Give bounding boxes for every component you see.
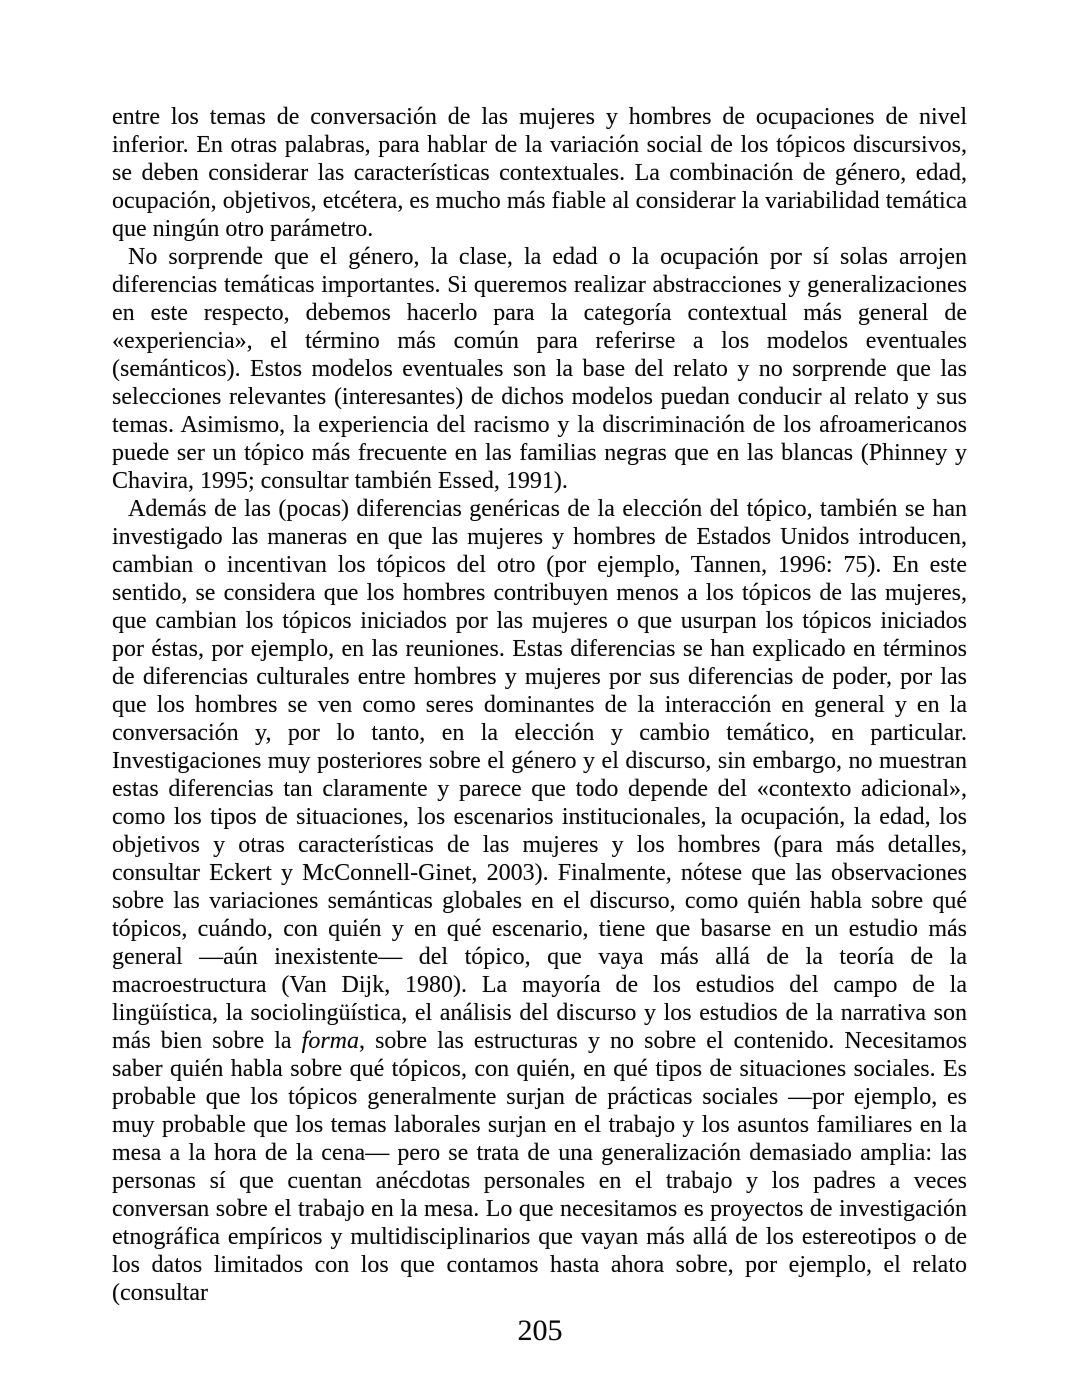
- paragraph-3: [112, 495, 967, 1307]
- paragraph-2: No sorprende que el género, la clase, la edad o la ocupación por sí solas arrojen diferencias temáticas importantes. Si queremos realizar abstracciones y generalizaciones en este respecto, debemos hacerlo para la categoría contextual más general de «experiencia», el término más común para referirse a los modelos eventuales (semánticos). Estos modelos eventuales son la base del relato y no sorprende que las selecciones relevantes (interesantes) de dichos modelos puedan conducir al relato y sus temas. Asimismo, la experiencia del racismo y la discriminación de los afroamericanos puede ser un tópico más frecuente en las familias negras que en las blancas (Phinney y Chavira, 1995; consultar también Essed, 1991).: [112, 244, 967, 494]
- paragraph-3-text-after-italic: , sobre las estructuras y no sobre el contenido. Necesitamos saber quién habla sobre qué tópicos, con quién, en qué tipos de situaciones sociales. Es probable que los tópicos generalmente surjan de prácticas sociales —por ejemplo, es muy probable que los temas laborales surjan en el trabajo y los asuntos familiares en la mesa a la hora de la cena— pero se trata de una generalización demasiado amplia: las personas sí que cuentan anécdotas personales en el trabajo y los padres a veces conversan sobre el trabajo en la mesa. Lo que necesitamos es proyectos de investigación etnográfica empíricos y multidisciplinarios que vayan más allá de los estereotipos o de los datos limitados con los que contamos hasta ahora sobre, por ejemplo, el relato (consultar: [112, 1028, 967, 1306]
- page-number: 205: [517, 1314, 563, 1347]
- paragraph-3-text-before-italic: Además de las (pocas) diferencias genéricas de la elección del tópico, también se han investigado las maneras en que las mujeres y hombres de Estados Unidos introducen, cambian o incentivan los tópicos del otro (por ejemplo, Tannen, 1996: 75). En este sentido, se considera que los hombres contribuyen menos a los tópicos de las mujeres, que cambian los tópicos iniciados por las mujeres o que usurpan los tópicos iniciados por éstas, por ejemplo, en las reuniones. Estas diferencias se han explicado en términos de diferencias culturales entre hombres y mujeres por sus diferencias de poder, por las que los hombres se ven como seres dominantes de la interacción en general y en la conversación y, por lo tanto, en la elección y cambio temático, en particular. Investigaciones muy posteriores sobre el género y el discurso, sin embargo, no muestran estas diferencias tan claramente y parece que todo depende del «contexto adicional», como los tipos de situaciones, los escenarios institucionales, la ocupación, la edad, los objetivos y otras características de las mujeres y los hombres (para más detalles, consultar Eckert y McConnell-Ginet, 2003). Finalmente, nótese que las observaciones sobre las variaciones semánticas globales en el discurso, como quién habla sobre qué tópicos, cuándo, con quién y en qué escenario, tiene que basarse en un estudio más general —aún inexistente— del tópico, que vaya más allá de la teoría de la macroestructura (Van Dijk, 1980). La mayoría de los estudios del campo de la lingüística, la sociolingüística, el análisis del discurso y los estudios de la narrativa son más bien sobre la: [112, 496, 967, 1054]
- italic-term-forma: forma: [301, 1028, 359, 1054]
- paragraph-continuation: entre los temas de conversación de las mujeres y hombres de ocupaciones de nivel inferior. En otras palabras, para hablar de la variación social de los tópicos discursivos, se deben considerar las características contextuales. La combinación de género, edad, ocupación, objetivos, etcétera, es mucho más fiable al considerar la variabilidad temática que ningún otro parámetro.: [112, 104, 967, 242]
- text-block: [112, 103, 967, 1307]
